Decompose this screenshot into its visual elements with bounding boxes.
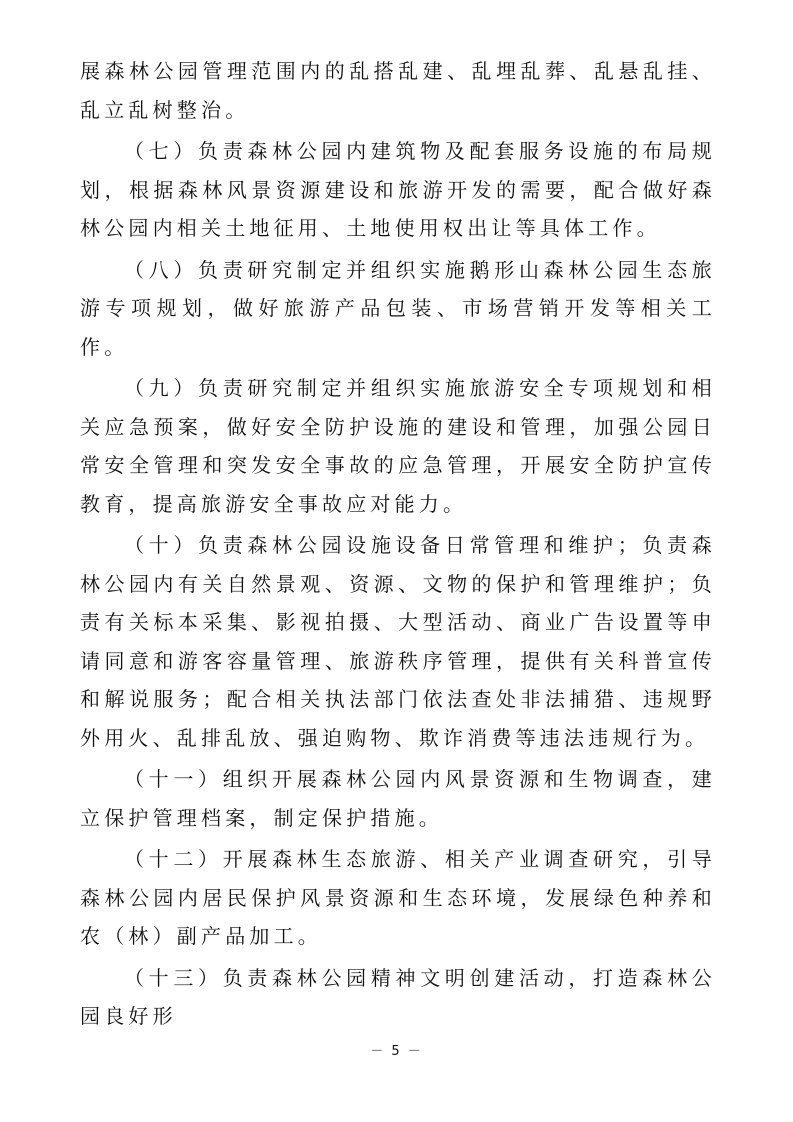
paragraph-item-7: （七）负责森林公园内建筑物及配套服务设施的布局规划，根据森林风景资源建设和旅游开发的需要，配合做好森林公园内相关土地征用、土地使用权出让等具体工作。 [80,139,716,240]
paragraph-item-11: （十一）组织开展森林公园内风景资源和生物调查，建立保护管理档案，制定保护措施。 [80,767,716,830]
page-number: － 5 － [370,1044,423,1059]
paragraph-item-12: （十二）开展森林生态旅游、相关产业调查研究，引导森林公园内居民保护风景资源和生态环境，发展绿色种养和农（林）副产品加工。 [80,847,716,948]
document-body [80,52,716,1039]
paragraph-continuation: 展森林公园管理范围内的乱搭乱建、乱埋乱葬、乱悬乱挂、乱立乱树整治。 [80,59,716,122]
paragraph-item-9: （九）负责研究制定并组织实施旅游安全专项规划和相关应急预案，做好安全防护设施的建设和管理，加强公园日常安全管理和突发安全事故的应急管理，开展安全防护宣传教育，提高旅游安全事故应对能力。 [80,376,716,516]
paragraph-item-8: （八）负责研究制定并组织实施鹅形山森林公园生态旅游专项规划，做好旅游产品包装、市场营销开发等相关工作。 [80,257,716,359]
paragraph-item-13: （十三）负责森林公园精神文明创建活动，打造森林公园良好形 [80,965,716,1028]
paragraph-item-10: （十）负责森林公园设施设备日常管理和维护；负责森林公园内有关自然景观、资源、文物的保护和管理维护；负责有关标本采集、影视拍摄、大型活动、商业广告设置等申请同意和游客容量管理、旅游秩序管理，提供有关科普宣传和解说服务；配合相关执法部门依法查处非法捕猎、违规野外用火、乱排乱放、强迫购物、欺诈消费等违法违规行为。 [80,533,716,750]
